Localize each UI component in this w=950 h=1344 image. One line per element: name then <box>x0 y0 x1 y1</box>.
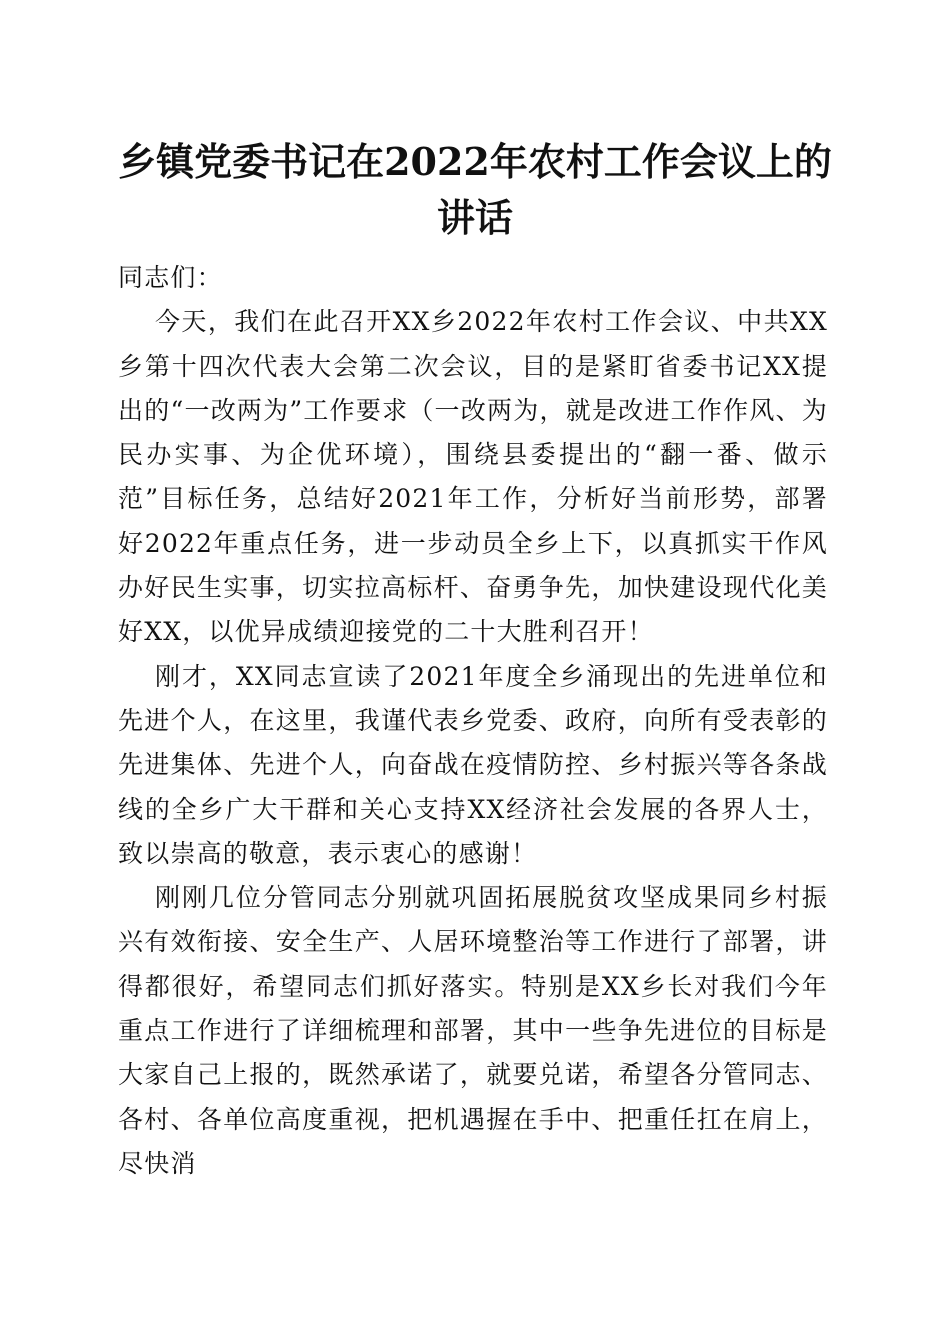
paragraph: 刚才，XX同志宣读了2021年度全乡涌现出的先进单位和先进个人，在这里，我谨代表乡党委、政府，向所有受表彰的先进集体、先进个人，向奋战在疫情防控、乡村振兴等各条战线的全乡广大干群和关心支持XX经济社会发展的各界人士，致以崇高的敬意，表示衷心的感谢！ <box>118 661 828 868</box>
greeting: 同志们： <box>118 263 223 292</box>
paragraph: 今天，我们在此召开XX乡2022年农村工作会议、中共XX乡第十四次代表大会第二次会议，目的是紧盯省委书记XX提出的“一改两为”工作要求（一改两为，就是改进工作作风、为民办实事、为企优环境），围绕县委提出的“翻一番、做示范”目标任务，总结好2021年工作，分析好当前形势，部署好2022年重点任务，进一步动员全乡上下，以真抓实干作风办好民生实事，切实拉高标杆、奋勇争先，加快建设现代化美好XX，以优异成绩迎接党的二十大胜利召开！ <box>118 307 828 647</box>
paragraph: 刚刚几位分管同志分别就巩固拓展脱贫攻坚成果同乡村振兴有效衔接、安全生产、人居环境整治等工作进行了部署，讲得都很好，希望同志们抓好落实。特别是XX乡长对我们今年重点工作进行了详细梳理和部署，其中一些争先进位的目标是大家自己上报的，既然承诺了，就要兑诺，希望各分管同志、各村、各单位高度重视，把机遇握在手中、把重任扛在肩上，尽快消 <box>118 883 828 1178</box>
document-body <box>118 256 828 1186</box>
document-title: 乡镇党委书记在2022年农村工作会议上的讲话 <box>118 139 832 240</box>
